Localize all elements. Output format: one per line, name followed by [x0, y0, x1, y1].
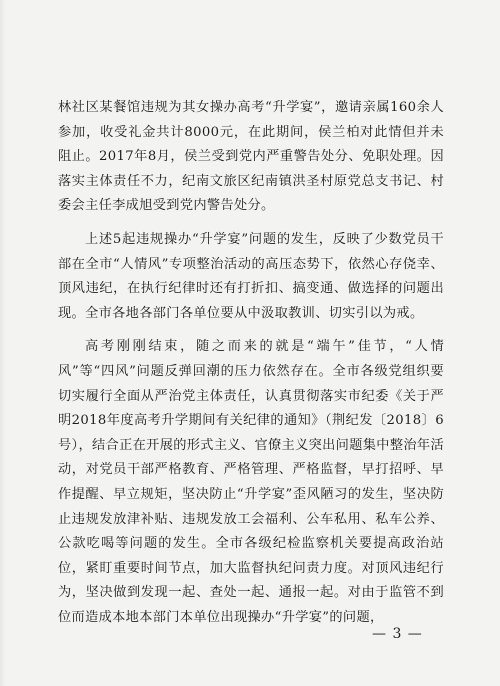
paragraph-case-continuation: 林社区某餐馆违规为其女操办高考“升学宴”，邀请亲属160余人参加，收受礼金共计8000元，在此期间，侯兰柏对此情但并未阻止。2017年8月，侯兰受到党内严重警告处分、免职处理。因落实主体责任不力，纪南文旅区纪南镇洪圣村原党总支书记、村委会主任李成旭受到党内警告处分。: [58, 100, 444, 214]
paper-edge: [0, 0, 5, 686]
page-number: — 3 —: [372, 626, 423, 642]
paragraph-reflection: 上述5起违规操办“升学宴”问题的发生，反映了少数党员干部在全市“人情风”专项整治活动的高压态势下，依然心存侥幸、顶风违纪，在执行纪律时还有打折扣、搞变通、做选择的问题出现。全市各地各部门各单位要从中汲取教训、切实引以为戒。: [58, 231, 444, 321]
body-text: [58, 96, 444, 639]
paragraph-requirements: 高考刚刚结束，随之而来的就是“端午”佳节，“人情风”等“四风”问题反弹回潮的压力依然存在。全市各级党组织要切实履行全面从严治党主体责任，认真贯彻落实市纪委《关于严明2018年度高考升学期间有关纪律的通知》（荆纪发〔2018〕6号），结合正在开展的形式主义、官僚主义突出问题集中整治年活动，对党员干部严格教育、严格管理、严格监督，早打招呼、早作提醒、早立规矩，坚决防止“升学宴”歪风陋习的发生，坚决防止违规发放津补贴、违规发放工会福利、公车私用、私车公养、公款吃喝等问题的发生。全市各级纪检监察机关要提高政治站位，紧盯重要时间节点，加大监督执纪问责力度。对顶风违纪行为，坚决做到发现一起、查处一起、通报一起。对由于监管不到位而造成本地本部门本单位出现操办“升学宴”的问题，: [58, 339, 444, 625]
